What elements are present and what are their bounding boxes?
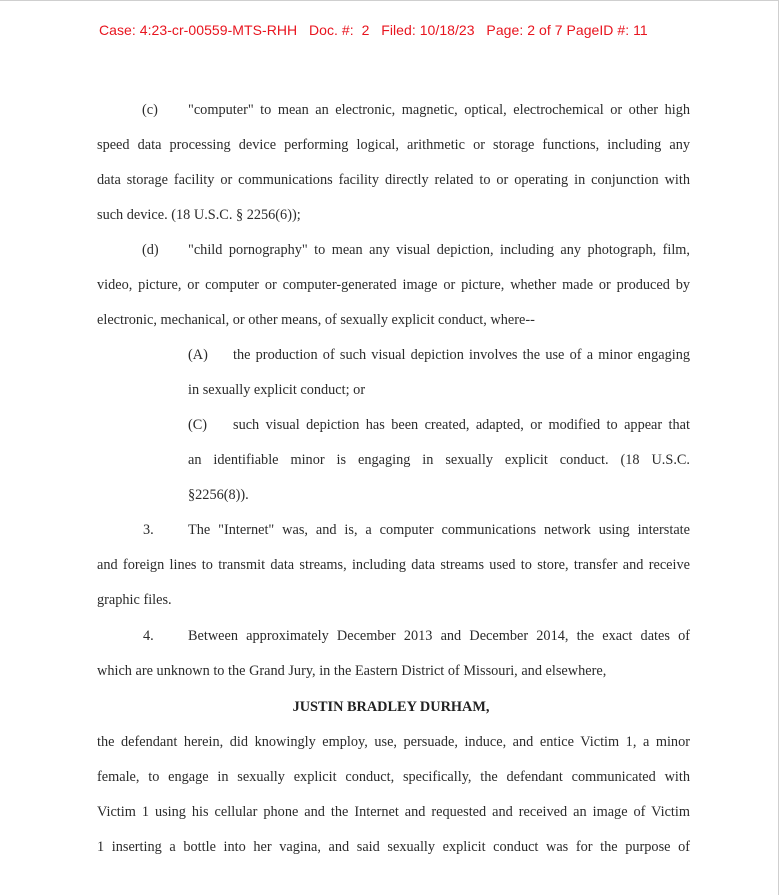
- sub-a-label: (A): [188, 347, 208, 363]
- para-3-label: 3.: [143, 522, 154, 538]
- para-final-line-4: 1 inserting a bottle into her vagina, and said sexually explicit conduct was for the purpose of: [97, 839, 690, 855]
- sub-c-line-2: an identifiable minor is engaging in sexually explicit conduct. (18 U.S.C.: [188, 452, 690, 468]
- sub-a-line-1: the production of such visual depiction involves the use of a minor engaging: [233, 347, 690, 363]
- para-4-line-1: Between approximately December 2013 and December 2014, the exact dates of: [188, 628, 690, 644]
- para-d-line-1: "child pornography" to mean any visual depiction, including any photograph, film,: [188, 242, 690, 258]
- para-c-line-2: speed data processing device performing logical, arithmetic or storage functions, including any: [97, 137, 690, 153]
- case-header: Case: 4:23-cr-00559-MTS-RHH Doc. #: 2 Filed: 10/18/23 Page: 2 of 7 PageID #: 11: [99, 22, 648, 38]
- para-3-line-1: The "Internet" was, and is, a computer communications network using interstate: [188, 522, 690, 538]
- para-final-line-2: female, to engage in sexually explicit conduct, specifically, the defendant communicated with: [97, 769, 690, 785]
- para-c-line-4: such device. (18 U.S.C. § 2256(6));: [97, 207, 301, 223]
- sub-c-line-1: such visual depiction has been created, adapted, or modified to appear that: [233, 417, 690, 433]
- para-final-line-1: the defendant herein, did knowingly employ, use, persuade, induce, and entice Victim 1, a minor: [97, 734, 690, 750]
- defendant-name: JUSTIN BRADLEY DURHAM,: [292, 699, 490, 715]
- para-d-label: (d): [142, 242, 159, 258]
- sub-c-line-3: §2256(8)).: [188, 487, 249, 503]
- para-d-line-3: electronic, mechanical, or other means, of sexually explicit conduct, where--: [97, 312, 535, 328]
- para-c-line-1: "computer" to mean an electronic, magnetic, optical, electrochemical or other high: [188, 102, 690, 118]
- para-4-line-2: which are unknown to the Grand Jury, in the Eastern District of Missouri, and elsewhere,: [97, 663, 607, 679]
- sub-a-line-2: in sexually explicit conduct; or: [188, 382, 366, 398]
- para-final-line-3: Victim 1 using his cellular phone and the Internet and requested and received an image of Victim: [97, 804, 690, 820]
- para-3-line-2: and foreign lines to transmit data streams, including data streams used to store, transfer and receive: [97, 557, 690, 573]
- para-c-line-3: data storage facility or communications facility directly related to or operating in conjunction with: [97, 172, 690, 188]
- sub-c-label: (C): [188, 417, 208, 433]
- para-3-line-3: graphic files.: [97, 592, 172, 608]
- para-d-line-2: video, picture, or computer or computer-generated image or picture, whether made or produced by: [97, 277, 690, 293]
- para-c-label: (c): [142, 102, 158, 118]
- para-4-label: 4.: [143, 628, 154, 644]
